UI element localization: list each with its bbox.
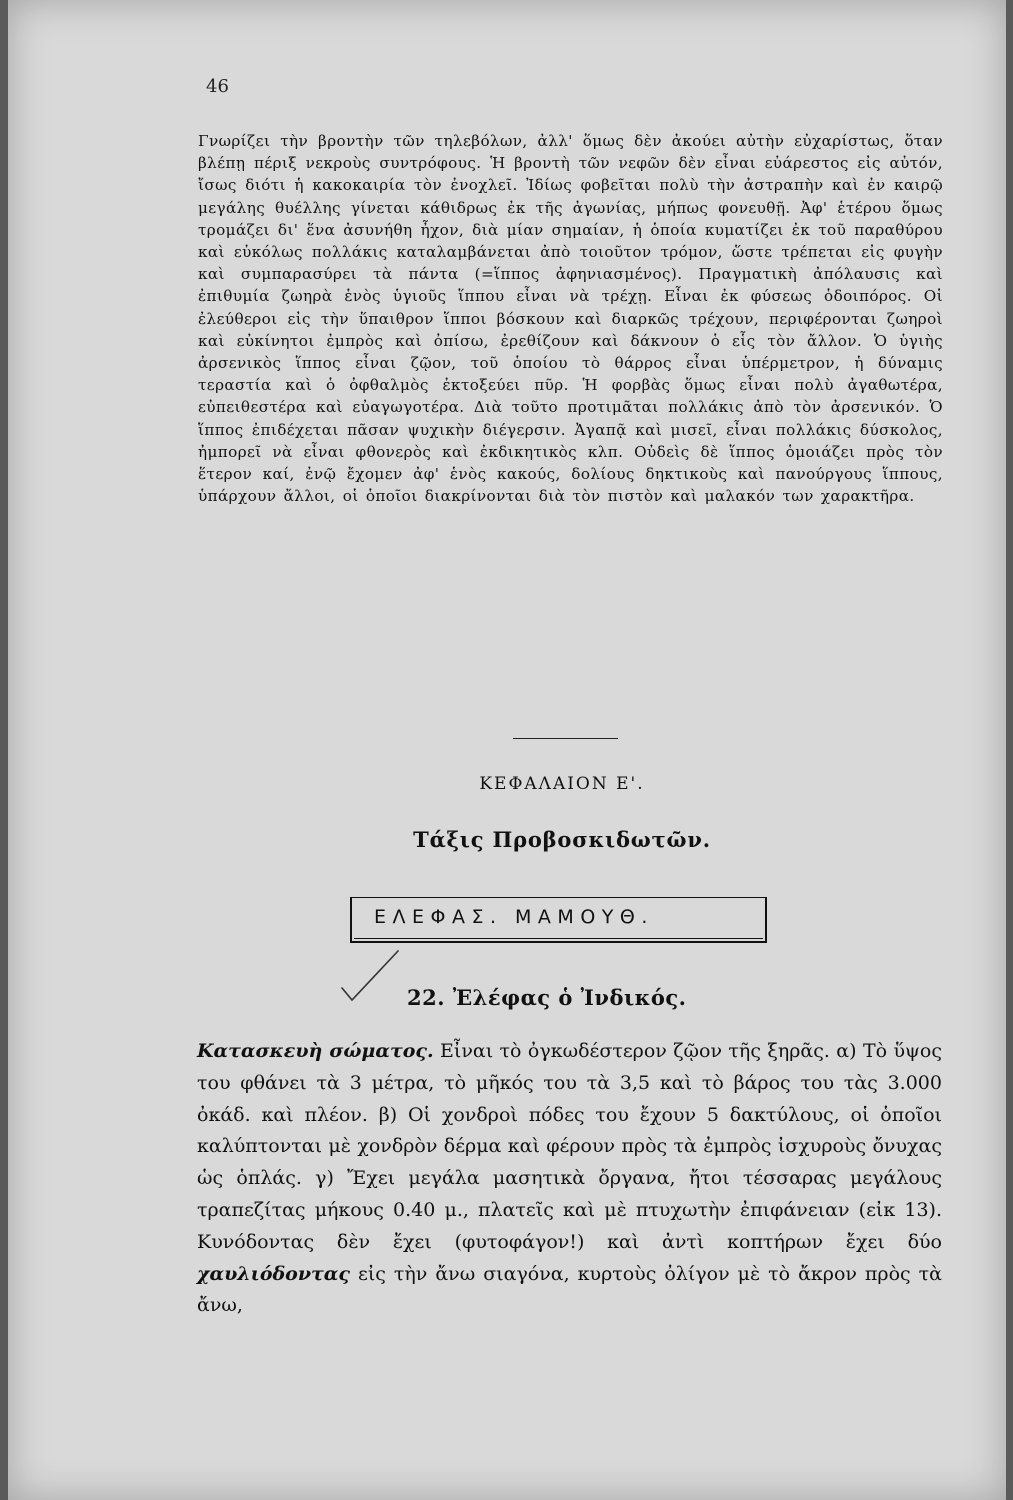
book-page <box>8 0 1006 1500</box>
body-text-block <box>197 1036 942 1322</box>
section-title: 22. Ἐλέφας ὁ Ἰνδικός. <box>407 985 687 1010</box>
section-divider <box>513 738 618 739</box>
family-box <box>350 897 767 943</box>
chapter-heading: ΚΕΦΑΛΑΙΟΝ Ε'. <box>479 774 645 794</box>
body-text-2: εἰς τὴν ἄνω σιαγόνα, κυρτοὺς ὀλίγον μὲ τὸ ἄκρον πρὸς τὰ ἄνω, <box>197 1262 942 1317</box>
body-lead: Κατασκευὴ σώματος. <box>197 1040 434 1062</box>
upper-paragraph: Γνωρίζει τὴν βροντὴν τῶν τηλεβόλων, ἀλλ' ὅμως δὲν ἀκούει αὐτὴν εὐχαρίστως, ὅταν βλέπῃ πέριξ νεκροὺς συντρόφους. Ἡ βροντὴ τῶν νεφῶν δὲν εἶναι εὐάρεστος εἰς αὐτόν, ἴσως διότι ἡ κακοκαιρία τὸν ἐνοχλεῖ. Ἰδίως φοβεῖται πολὺ τὴν ἀστραπὴν καὶ ἐν καιρῷ μεγάλης θυέλλης γίνεται κάθιδρως ἐκ τῆς ἀγωνίας, μήπως φονευθῇ. Ἀφ' ἑτέρου ὅμως τρομάζει δι' ἕνα ἀσυνήθη ἦχον, διὰ μίαν σημαίαν, ἡ ὁποία κυματίζει ἐκ τοῦ παραθύρου καὶ εὐκόλως πολλάκις καταλαμβάνεται ἀπὸ τοιοῦτον τρόμον, ὥστε τρέπεται εἰς φυγὴν καὶ συμπαρασύρει τὰ πάντα (=ἵππος ἀφηνιασμένος). Πραγματικὴ ἀπόλαυσις καὶ ἐπιθυμία ζωηρὰ ἑνὸς ὑγιοῦς ἵππου εἶναι νὰ τρέχῃ. Εἶναι ἐκ φύσεως ὁδοιπόρος. Οἱ ἐλεύθεροι εἰς τὴν ὕπαιθρον ἵπποι βόσκουν καὶ διαρκῶς τρέχουν, περιφέρονται ζωηροὶ καὶ εὐκίνητοι ἐμπρὸς καὶ ὀπίσω, ἐρεθίζουν καὶ δάκνουν ὁ εἷς τὸν ἄλλον. Ὁ ὑγιὴς ἀρσενικὸς ἵππος εἶναι ζῷον, τοῦ ὁποίου τὸ θάρρος εἶναι ὑπέρμετρον, ἡ δύναμις τεραστία καὶ ὁ ὀφθαλμὸς ἐκτοξεύει πῦρ. Ἡ φορβὰς ὅμως εἶναι πολὺ ἀγαθωτέρα, εὐπειθεστέρα καὶ εὐαγωγοτέρα. Διὰ τοῦτο προτιμᾶται πολλάκις ἀπὸ τὸν ἀρσενικόν. Ὁ ἵππος ἐπιδέχεται πᾶσαν ψυχικὴν διέγερσιν. Ἀγαπᾷ καὶ μισεῖ, εἶναι πολλάκις δύσκολος, ἠμπορεῖ νὰ εἶναι φθονερὸς καὶ ἐκδικητικὸς κλπ. Οὐδεὶς δὲ ἵππος ὁμοιάζει πρὸς τὸν ἕτερον καί, ἐνῷ ἔχομεν ἀφ' ἑνὸς κακούς, δολίους δηκτικοὺς καὶ πανούργους ἵππους, ὑπάρχουν ἄλλοι, οἱ ὁποῖοι διακρίνονται διὰ τὸν πιστὸν καὶ μαλακόν των χαρακτῆρα. <box>198 132 943 506</box>
body-paragraph <box>197 1036 942 1322</box>
handwritten-check-icon <box>338 948 408 1008</box>
order-title: Τάξις Προβοσκιδωτῶν. <box>413 827 711 852</box>
family-label: ΕΛΕΦΑΣ. ΜΑΜΟΥΘ. <box>374 906 654 928</box>
upper-text-block <box>198 130 943 507</box>
family-box-top-rule <box>350 897 767 898</box>
page-number: 46 <box>206 76 229 97</box>
body-text-1: Εἶναι τὸ ὀγκωδέστερον ζῷον τῆς ξηρᾶς. α) Τὸ ὕψος του φθάνει τὰ 3 μέτρα, τὸ μῆκός του τὰ 3,5 καὶ τὸ βάρος του τὰς 3.000 ὀκάδ. καὶ πλέον. β) Οἱ χονδροὶ πόδες του ἔχουν 5 δακτύλους, οἱ ὁποῖοι καλύπτονται μὲ χονδρὸν δέρμα καὶ φέρουν πρὸς τὰ ἐμπρὸς ἰσχυροὺς ὄνυχας ὡς ὁπλάς. γ) Ἔχει μεγάλα μασητικὰ ὄργανα, ἤτοι τέσσαρας μεγάλους τραπεζίτας μήκους 0.40 μ., πλατεῖς καὶ μὲ πτυχωτὴν ἐπιφάνειαν (εἰκ 13). Κυνόδοντας δὲν ἔχει (φυτοφάγον!) καὶ ἀντὶ κοπτήρων ἔχει δύο <box>197 1040 942 1253</box>
family-box-inner-rule <box>354 938 763 939</box>
body-emphasis: χαυλιόδοντας <box>197 1262 350 1285</box>
